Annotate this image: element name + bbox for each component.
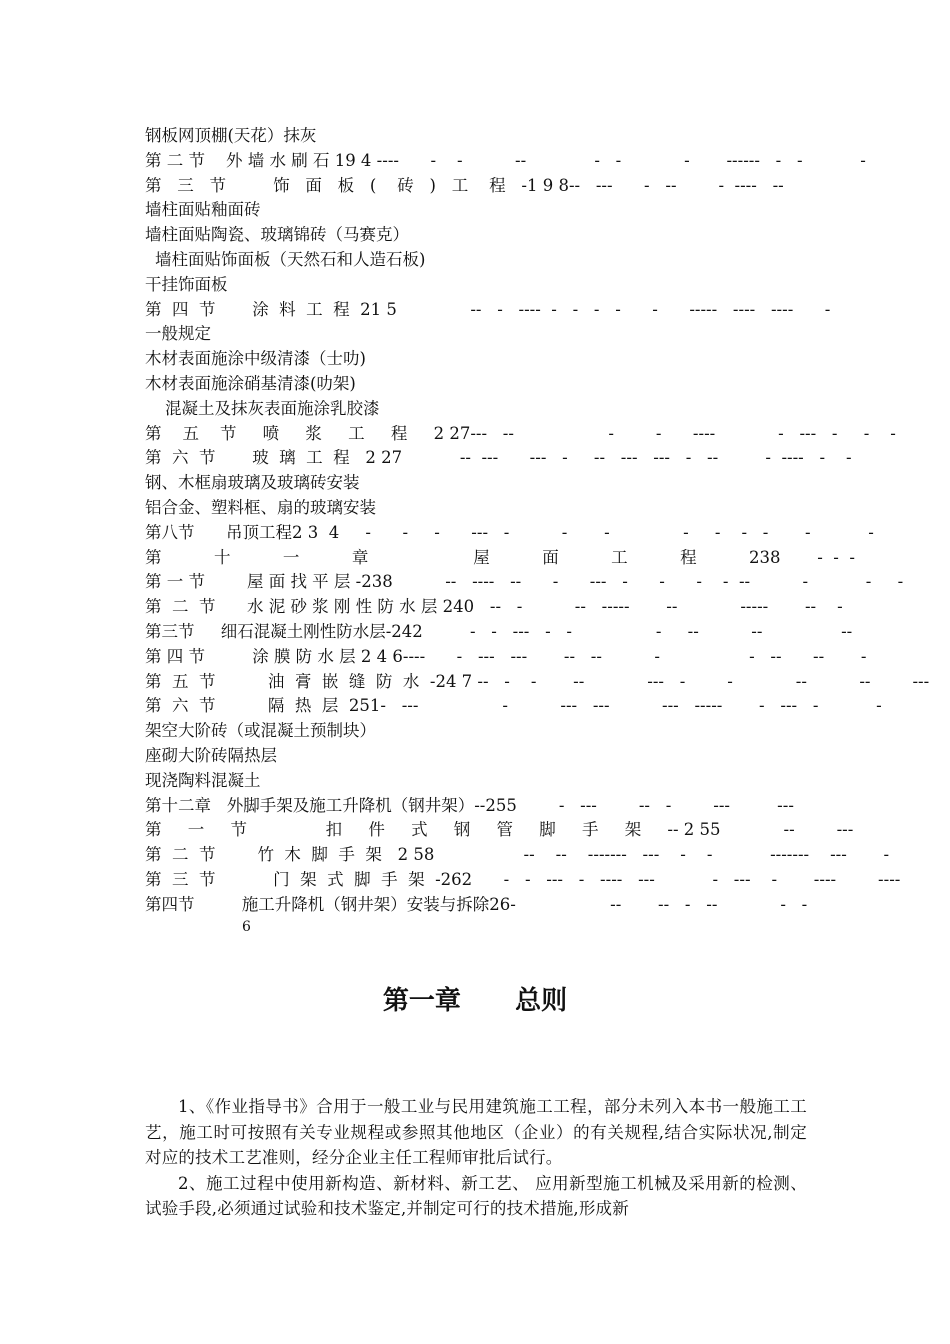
toc-entry: 一般规定	[145, 324, 211, 344]
toc-entry: 第 二 节 外 墙 水 刷 石 19 4 ---- - - -- - - - ------ - - -	[145, 150, 866, 170]
toc-entry: 第 四 节 涂 料 工 程 21 5 -- - ---- - - - - - ----- ---- ---- -	[145, 299, 831, 319]
toc-entry: 墙柱面贴釉面砖	[145, 200, 261, 220]
table-of-contents	[145, 124, 930, 938]
toc-entry: 铝合金、塑料框、扇的玻璃安装	[145, 497, 376, 517]
toc-entry: 第 五 节 喷 浆 工 程 2 27--- -- - - ---- - --- - - -	[145, 423, 896, 443]
toc-entry: 木材表面施涂中级清漆（士叻)	[145, 349, 366, 369]
toc-entry: 第 二 节 竹 木 脚 手 架 2 58 -- -- ------- --- - - ------- --- -	[145, 845, 890, 865]
chapter-title: 第一章 总则	[382, 986, 568, 1016]
toc-entry: 第 三 节 门 架 式 脚 手 架 -262 - - --- - ---- --- - --- - ---- ----	[145, 869, 901, 889]
toc-entry: 钢、木框扇玻璃及玻璃砖安装	[145, 473, 360, 493]
toc-entry: 第 十 一 章 屋 面 工 程 238 - - -	[145, 547, 855, 567]
toc-entry: 第 一 节 扣 件 式 钢 管 脚 手 架 -- 2 55 -- ---	[145, 820, 854, 840]
toc-entry: 架空大阶砖（或混凝土预制块）	[145, 721, 376, 741]
toc-entry: 第十二章 外脚手架及施工升降机（钢井架）--255 - --- -- - --- ---	[145, 795, 794, 815]
toc-entry: 墙柱面贴饰面板（天然石和人造石板)	[155, 249, 426, 269]
toc-entry: 第八节 吊顶工程2 3 4 - - - --- - - - - - - - - -	[145, 522, 874, 542]
toc-entry: 第 四 节 涂 膜 防 水 层 2 4 6---- - --- --- -- -- - - -- -- -	[145, 646, 867, 666]
toc-entry: 干挂饰面板	[145, 274, 228, 294]
toc-entry: 第 五 节 油 膏 嵌 缝 防 水 -24 7 -- - - -- --- - - -- -- ---	[145, 671, 930, 691]
paragraph-1: 1、《作业指导书》合用于一般工业与民用建筑施工工程，部分未列入本书一般施工工艺，施工时可按照有关专业规程或参照其他地区（企业）的有关规程,结合实际状况,制定对应的技术工艺准则，经分企业主任工程师审批后试行。	[145, 1097, 807, 1167]
toc-entry: 座砌大阶砖隔热层	[145, 745, 277, 765]
paragraph-2: 2、施工过程中使用新构造、新材料、新工艺、 应用新型施工机械及采用新的检测、试验手段,必须通过试验和技术鉴定,并制定可行的技术措施,形成新	[145, 1173, 807, 1218]
toc-entry: 第 三 节 饰 面 板 ( 砖 ) 工 程 -1 9 8-- --- - -- - ---- --	[145, 175, 784, 195]
toc-entry: 木材表面施涂硝基清漆(叻架)	[145, 373, 356, 393]
toc-entry: 第三节 细石混凝土刚性防水层-242 - - --- - - - -- -- --	[145, 621, 853, 641]
toc-entry: 第 六 节 玻 璃 工 程 2 27 -- --- --- - -- --- --- - -- - ---- - -	[145, 448, 852, 468]
toc-entry: 第 六 节 隔 热 层 251- --- - --- --- --- ----- - --- - -	[145, 696, 882, 716]
toc-entry: 第 二 节 水 泥 砂 浆 刚 性 防 水 层 240 -- - -- ----- -- ----- -- -	[145, 597, 843, 617]
body-text	[145, 1094, 807, 1222]
toc-entry: 现浇陶料混凝土	[145, 770, 261, 790]
toc-page-number-wrap: 6	[242, 918, 251, 935]
toc-entry: 第 一 节 屋 面 找 平 层 -238 -- ---- -- - --- - - - - -- - - -	[145, 572, 904, 592]
toc-entry: 钢板网顶棚(天花）抹灰	[145, 126, 317, 145]
toc-entry: 墙柱面贴陶瓷、玻璃锦砖（马赛克）	[145, 225, 409, 245]
toc-entry: 第四节 施工升降机（钢井架）安装与拆除26- -- -- - -- - -	[145, 894, 808, 914]
toc-entry: 混凝土及抹灰表面施涂乳胶漆	[165, 398, 380, 418]
